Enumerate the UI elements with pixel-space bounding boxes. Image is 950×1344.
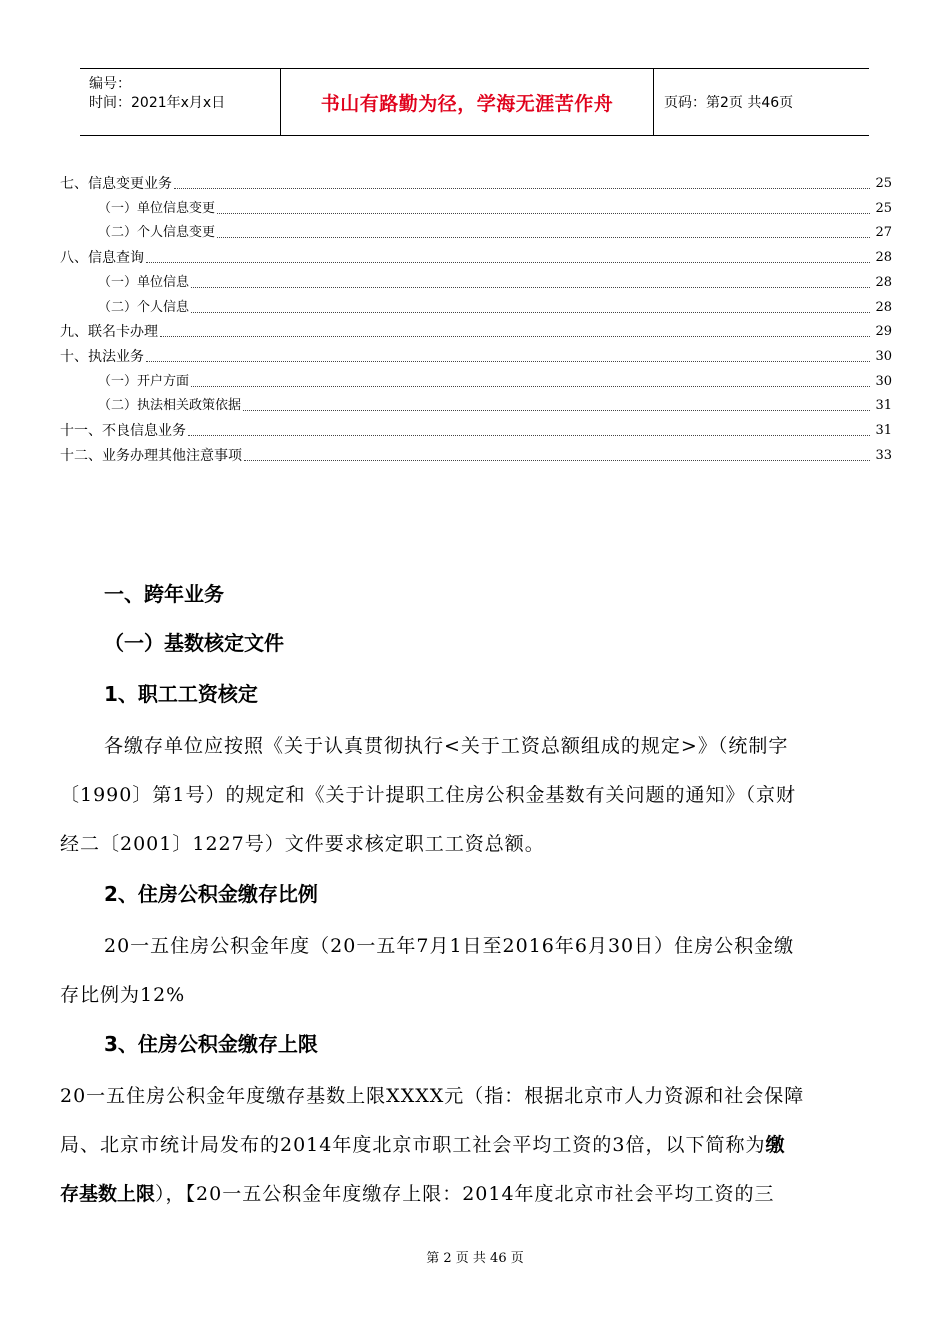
toc-dot-leader [244,459,870,461]
toc-entry[interactable] [60,219,892,241]
toc-dot-leader [146,360,870,362]
paragraph-text: 局、北京市统计局发布的2014年度北京市职工社会平均工资的3倍，以下简称为 [60,1134,766,1156]
toc-entry[interactable] [60,318,892,340]
toc-dot-leader [217,236,870,238]
header-motto: 书山有路勤为径，学海无涯苦作舟 [281,69,654,135]
toc-entry[interactable] [60,294,892,316]
toc-entry-title: 八、信息查询 [60,250,144,267]
toc-entry-title: 九、联名卡办理 [60,324,158,341]
toc-entry[interactable] [60,343,892,365]
paragraph-line [60,1179,775,1206]
toc-dot-leader [160,335,870,337]
toc-entry-page: 25 [875,200,892,216]
toc-entry-page: 30 [875,348,892,364]
toc-entry-title: （一）开户方面 [98,373,190,389]
subsection-heading: （一）基数核定文件 [104,631,284,655]
toc-dot-leader [191,311,870,313]
toc-entry[interactable] [60,195,892,217]
item-heading-3: 3、住房公积金缴存上限 [104,1032,318,1056]
paragraph-line: 20一五住房公积金年度缴存基数上限XXXX元（指：根据北京市人力资源和社会保障 [60,1085,805,1107]
toc-entry-page: 27 [875,225,892,241]
toc-entry-page: 29 [875,324,892,340]
bold-text: 存基数上限 [60,1183,156,1205]
section-heading: 一、跨年业务 [104,582,224,606]
time-label: 时间：2021年x月x日 [89,95,226,111]
toc-dot-leader [243,409,870,411]
toc-entry[interactable] [60,269,892,291]
toc-entry-page: 28 [875,299,892,315]
item-heading-1: 1、职工工资核定 [104,682,258,706]
toc-entry-title: 十、执法业务 [60,348,144,365]
toc-entry-title: （一）单位信息变更 [98,200,216,216]
paragraph-line [60,1130,784,1157]
toc-entry-title: （二）个人信息变更 [98,225,216,241]
paragraph-line: 〔1990〕第1号）的规定和《关于计提职工住房公积金基数有关问题的通知》（京财 [60,784,796,806]
toc-entry-title: 七、信息变更业务 [60,176,172,192]
toc-entry-page: 31 [875,423,892,438]
toc-entry[interactable] [60,442,892,464]
paragraph-line: 经二〔2001〕1227号）文件要求核定职工工资总额。 [60,833,545,855]
toc-entry-page: 33 [875,447,892,463]
toc-dot-leader [146,261,870,263]
toc-entry[interactable] [60,170,892,192]
toc-entry-title: 十一、不良信息业务 [60,423,186,439]
toc-entry[interactable] [60,244,892,266]
paragraph-line: 各缴存单位应按照《关于认真贯彻执行<关于工资总额组成的规定>》（统制字 [104,735,789,757]
toc-dot-leader [191,385,870,387]
toc-entry[interactable] [60,368,892,390]
toc-entry-title: （一）单位信息 [98,274,190,290]
page-footer: 第 2 页 共 46 页 [426,1251,524,1266]
paragraph-text: ），【20一五公积金年度缴存上限：2014年度北京市社会平均工资的三 [155,1183,775,1205]
toc-entry-page: 30 [875,373,892,389]
bold-text: 缴 [765,1134,785,1156]
toc-entry-title: （二）个人信息 [98,299,190,315]
page-header [80,68,869,136]
toc-dot-leader [191,286,870,288]
item-heading-2: 2、住房公积金缴存比例 [104,882,318,906]
toc-entry[interactable] [60,417,892,439]
toc-entry[interactable] [60,392,892,414]
toc-entry-page: 28 [875,250,892,266]
paragraph-line: 存比例为12% [60,984,186,1006]
header-page-label: 页码：第2页 共46页 [664,95,794,111]
paragraph-line: 20一五住房公积金年度（20一五年7月1日至2016年6月30日）住房公积金缴 [104,935,795,957]
toc-entry-page: 31 [875,398,892,414]
toc-entry-page: 25 [875,176,892,191]
toc-entry-title: 十二、业务办理其他注意事项 [60,447,242,464]
header-meta [80,69,281,135]
number-label: 编号： [89,76,131,92]
toc-dot-leader [217,212,870,214]
toc-dot-leader [188,434,870,436]
toc-entry-page: 28 [875,274,892,290]
toc-entry-title: （二）执法相关政策依据 [98,398,242,414]
toc-dot-leader [174,187,870,189]
